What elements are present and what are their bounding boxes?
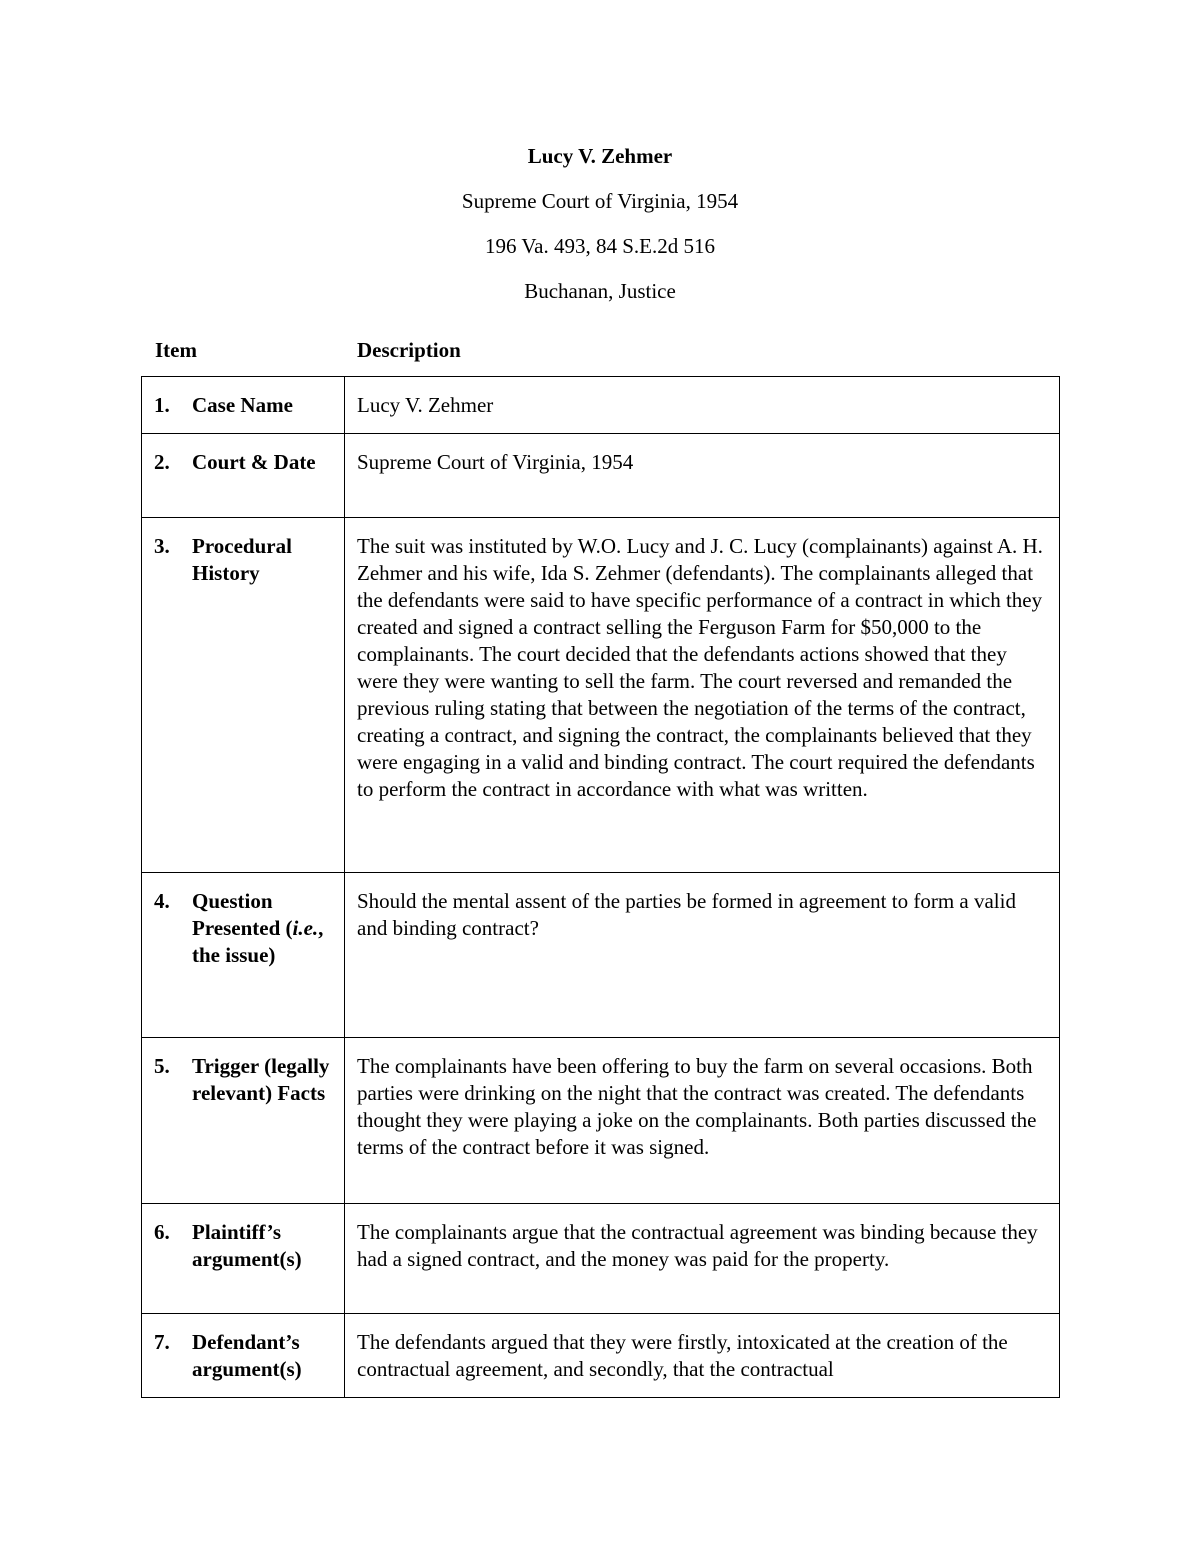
item-cell [142, 1038, 345, 1204]
item-label-part: , the issue) [192, 916, 324, 967]
description-cell: The complainants argue that the contractual agreement was binding because they had a signed contract, and the money was paid for the property. [345, 1204, 1060, 1314]
item-label: Defendant’s argument(s) [192, 1330, 302, 1381]
column-heading-item: Item [155, 338, 197, 362]
case-title: Lucy V. Zehmer [527, 144, 673, 168]
item-number: 5. [154, 1054, 170, 1078]
table-row [142, 377, 1060, 434]
table-row [142, 518, 1060, 873]
item-label: Plaintiff’s argument(s) [192, 1220, 302, 1271]
column-heading-description: Description [357, 338, 461, 362]
item-label [192, 888, 332, 969]
table-row [142, 873, 1060, 1038]
description-cell: Lucy V. Zehmer [345, 377, 1060, 434]
item-label: Court & Date [192, 450, 316, 474]
item-number: 6. [154, 1220, 170, 1244]
item-number: 1. [154, 393, 170, 417]
item-number: 4. [154, 889, 170, 913]
item-cell [142, 377, 345, 434]
item-label: Case Name [192, 393, 293, 417]
table-row [142, 1204, 1060, 1314]
citation-line: 196 Va. 493, 84 S.E.2d 516 [484, 234, 716, 258]
item-cell [142, 1204, 345, 1314]
item-cell [142, 1314, 345, 1398]
case-brief-table [141, 376, 1060, 1398]
item-label: Procedural History [192, 534, 292, 585]
item-label-italic: i.e. [292, 916, 319, 940]
court-line: Supreme Court of Virginia, 1954 [461, 189, 739, 213]
item-number: 2. [154, 450, 170, 474]
item-cell [142, 873, 345, 1038]
item-number: 3. [154, 534, 170, 558]
judge-line: Buchanan, Justice [524, 279, 676, 303]
item-label-part: Question Presented ( [192, 889, 293, 940]
description-cell: The defendants argued that they were firstly, intoxicated at the creation of the contractual agreement, and secondly, that the contractual [345, 1314, 1060, 1398]
item-cell [142, 434, 345, 518]
description-cell: The complainants have been offering to buy the farm on several occasions. Both parties were drinking on the night that the contract was created. The defendants thought they were playing a joke on the complainants. Both parties discussed the terms of the contract before it was signed. [345, 1038, 1060, 1204]
description-cell: Should the mental assent of the parties be formed in agreement to form a valid and binding contract? [345, 873, 1060, 1038]
table-row [142, 1038, 1060, 1204]
item-label: Trigger (legally relevant) Facts [192, 1054, 330, 1105]
item-cell [142, 518, 345, 873]
description-cell: The suit was instituted by W.O. Lucy and J. C. Lucy (complainants) against A. H. Zehmer and his wife, Ida S. Zehmer (defendants). The complainants alleged that the defendants were said to have specific performance of a contract in which they created and signed a contract selling the Ferguson Farm for $50,000 to the complainants. The court decided that the defendants actions showed that they were they were wanting to sell the farm. The court reversed and remanded the previous ruling stating that between the negotiation of the terms of the contract, creating a contract, and signing the contract, the complainants believed that they were engaging in a valid and binding contract. The court required the defendants to perform the contract in accordance with what was written. [345, 518, 1060, 873]
item-number: 7. [154, 1330, 170, 1354]
table-row [142, 434, 1060, 518]
table-row [142, 1314, 1060, 1398]
description-cell: Supreme Court of Virginia, 1954 [345, 434, 1060, 518]
